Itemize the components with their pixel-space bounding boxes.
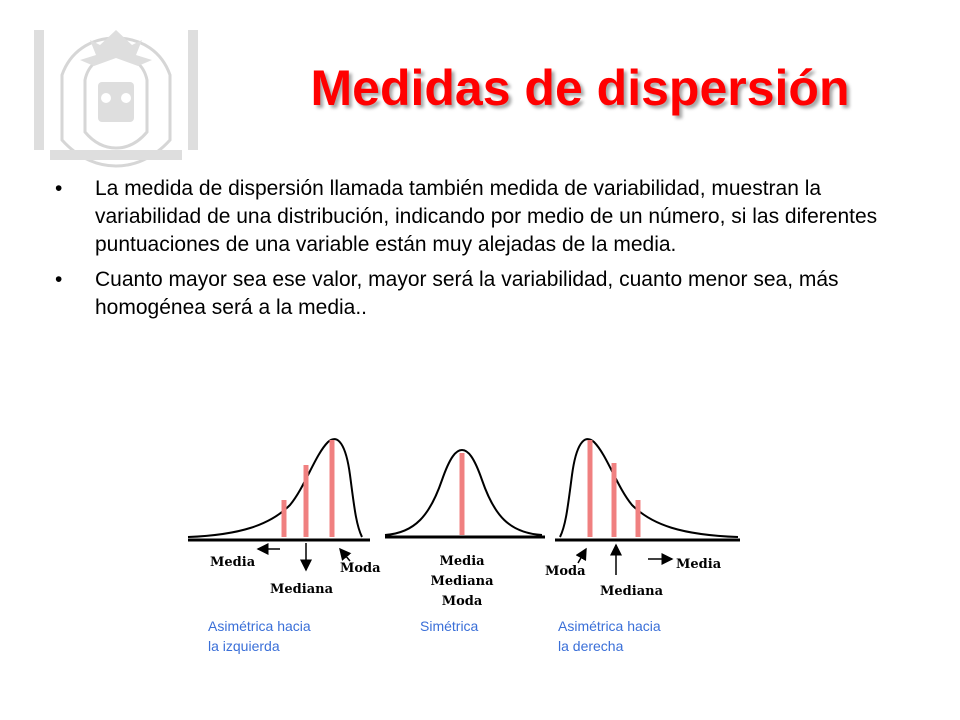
right-curve (560, 439, 738, 537)
center-label-mediana: Mediana (430, 574, 494, 589)
center-label-moda: Moda (441, 594, 483, 609)
right-label-media: Media (676, 557, 722, 572)
bullet-text-2: Cuanto mayor sea ese valor, mayor será la variabilidad, cuanto menor sea, más homogénea será a la media.. (95, 268, 839, 319)
right-label-mediana: Mediana (600, 584, 663, 599)
left-label-media: Media (210, 555, 256, 570)
page-title: Medidas de dispersión (310, 60, 850, 116)
right-caption-line1: Asimétrica hacia (558, 618, 661, 634)
left-label-mediana: Mediana (270, 582, 333, 597)
bullet-marker: • (55, 268, 63, 291)
right-skewed-distribution (545, 439, 740, 654)
right-label-moda: Moda (545, 564, 586, 579)
distribution-diagram (180, 425, 750, 665)
bullet-marker: • (55, 177, 63, 200)
bullet-text-1: La medida de dispersión llamada también medida de variabilidad, muestran la variabilidad de una distribución, indicando por medio de un número, si las diferentes puntuaciones de una variable están muy alejadas de la media. (95, 177, 878, 256)
symmetric-distribution (385, 450, 545, 634)
university-seal-logo (30, 20, 202, 170)
bullet-item (55, 175, 925, 259)
center-label-media: Media (439, 554, 485, 569)
left-caption-line2: la izquierda (208, 638, 280, 654)
bullet-item (55, 266, 925, 322)
left-skewed-distribution (188, 439, 381, 654)
left-caption-line1: Asimétrica hacia (208, 618, 311, 634)
center-caption: Simétrica (420, 618, 479, 634)
bullet-list (55, 175, 925, 329)
left-curve (188, 439, 362, 537)
left-label-moda: Moda (340, 561, 381, 576)
right-caption-line2: la derecha (558, 638, 624, 654)
